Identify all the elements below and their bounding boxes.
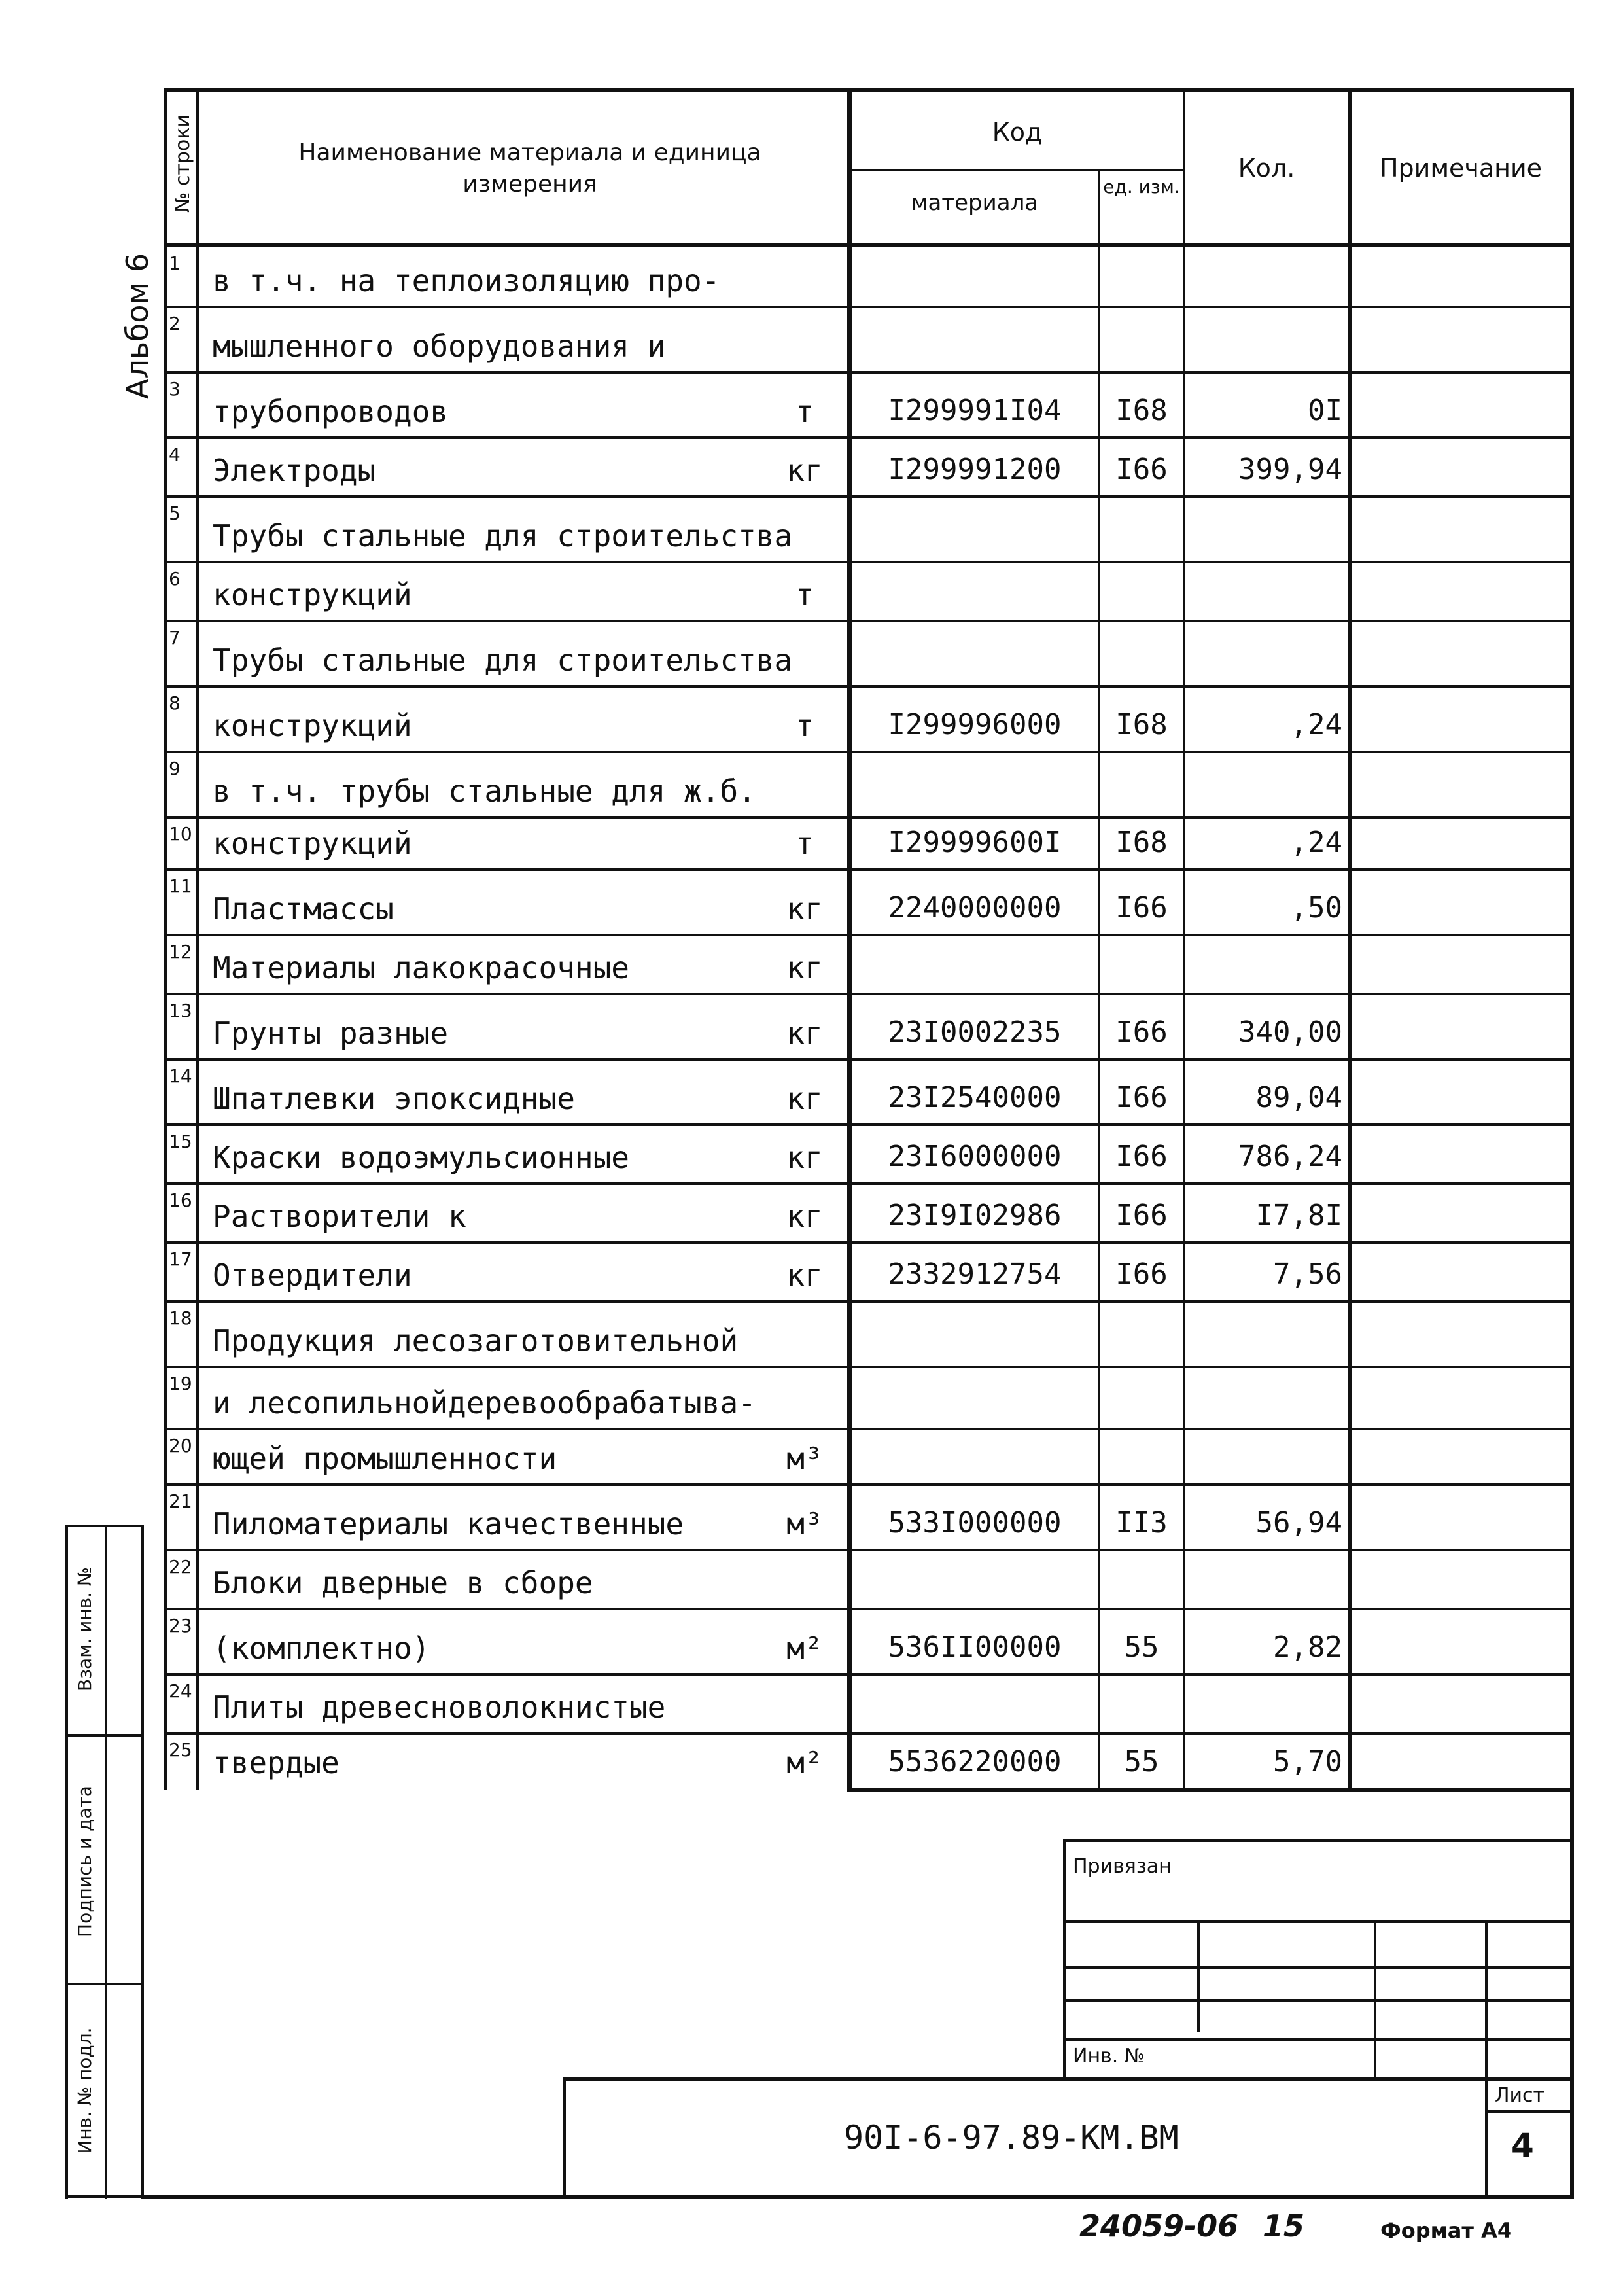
row-unit: кг	[786, 1081, 823, 1116]
row-number: 11	[169, 875, 192, 897]
row-unit-code: I68	[1115, 708, 1168, 741]
header-code: Код	[992, 118, 1043, 147]
row-unit: м³	[786, 1506, 823, 1542]
row-separator	[164, 436, 1574, 439]
row-material-name: трубопроводов	[213, 394, 449, 429]
row-unit: кг	[786, 950, 823, 985]
row-number: 3	[169, 378, 181, 400]
row-separator	[164, 934, 1574, 936]
row-number: 4	[169, 444, 181, 465]
row-unit: м²	[786, 1745, 823, 1780]
row-number: 8	[169, 692, 181, 714]
row-separator	[164, 685, 1574, 688]
row-separator	[164, 816, 1574, 819]
row-separator	[164, 1673, 1574, 1676]
row-unit-code: II3	[1115, 1506, 1168, 1540]
row-material-code: 2240000000	[888, 891, 1062, 925]
row-material-code: 23I6000000	[888, 1140, 1062, 1173]
row-number: 15	[169, 1131, 192, 1152]
row-number: 5	[169, 503, 181, 524]
row-unit: кг	[786, 1258, 823, 1293]
row-quantity: 786,24	[1238, 1140, 1342, 1173]
row-number: 18	[169, 1307, 192, 1329]
row-material-code: I299991I04	[888, 394, 1062, 427]
row-separator	[164, 1366, 1574, 1368]
row-unit-code: I66	[1115, 891, 1168, 925]
row-number: 24	[169, 1680, 192, 1702]
row-unit-code: I66	[1115, 1140, 1168, 1173]
row-material-name: Трубы стальные для строительства	[213, 643, 793, 678]
row-quantity: 56,94	[1255, 1506, 1342, 1540]
row-quantity: 7,56	[1273, 1258, 1342, 1291]
row-material-name: в т.ч. трубы стальные для ж.б.	[213, 773, 756, 809]
header-name-text: Наименование материала и единица измерения	[298, 139, 761, 198]
row-separator	[164, 751, 1574, 753]
row-material-code: I299996000	[888, 708, 1062, 741]
row-number: 10	[169, 823, 192, 845]
row-material-name: Материалы лакокрасочные	[213, 950, 629, 985]
row-quantity: 340,00	[1238, 1016, 1342, 1049]
row-quantity: ,24	[1290, 708, 1342, 741]
strip-inv-podl: Инв. № подл.	[74, 2027, 96, 2154]
row-unit: кг	[786, 891, 823, 927]
row-unit-code: I68	[1115, 826, 1168, 859]
footer-handwritten-sheet: 15	[1263, 2208, 1305, 2244]
row-unit-code: I66	[1115, 1258, 1168, 1291]
row-material-name: Пиломатериалы качественные	[213, 1506, 684, 1542]
album-label: Альбом 6	[120, 253, 155, 399]
row-quantity: 89,04	[1255, 1081, 1342, 1114]
row-material-name: мышленного оборудования и	[213, 328, 666, 364]
row-quantity: ,24	[1290, 826, 1342, 859]
row-number: 12	[169, 941, 192, 963]
row-material-code: 23I2540000	[888, 1081, 1062, 1114]
row-unit: т	[795, 394, 814, 429]
row-material-code: 536II00000	[888, 1631, 1062, 1664]
header-code-material: материала	[911, 190, 1039, 216]
row-unit: т	[795, 826, 814, 861]
row-material-name: Пластмассы	[213, 891, 394, 927]
row-quantity: I7,8I	[1255, 1199, 1342, 1232]
row-number: 16	[169, 1190, 192, 1211]
row-material-name: Трубы стальные для строительства	[213, 518, 793, 554]
row-number: 13	[169, 1000, 192, 1021]
document-code: 90I-6-97.89-КМ.ВМ	[844, 2119, 1179, 2157]
row-separator	[164, 1608, 1574, 1610]
row-unit: кг	[786, 1140, 823, 1175]
row-number: 2	[169, 313, 181, 334]
sheet-label: Лист	[1495, 2084, 1545, 2107]
row-unit-code: I66	[1115, 1199, 1168, 1232]
row-unit-code: I66	[1115, 1081, 1168, 1114]
row-separator	[164, 1549, 1574, 1551]
row-material-code: 5536220000	[888, 1745, 1062, 1778]
row-quantity: 399,94	[1238, 453, 1342, 486]
header-code-unit: ед. изм.	[1103, 176, 1180, 198]
row-separator	[164, 1732, 1574, 1735]
row-separator	[164, 561, 1574, 563]
row-material-code: 23I0002235	[888, 1016, 1062, 1049]
row-separator	[164, 1483, 1574, 1486]
header-row-number: № строки	[171, 115, 194, 213]
row-number: 19	[169, 1373, 192, 1394]
footer-handwritten-number: 24059-06	[1079, 2208, 1239, 2244]
row-material-name: Блоки дверные в сборе	[213, 1565, 593, 1600]
row-material-name: ющей промышленности	[213, 1441, 557, 1476]
row-material-name: Шпатлевки эпоксидные	[213, 1081, 575, 1116]
row-unit: т	[795, 577, 814, 612]
row-unit-code: 55	[1124, 1631, 1159, 1664]
row-unit: м²	[786, 1631, 823, 1666]
row-separator	[164, 1058, 1574, 1061]
row-number: 6	[169, 568, 181, 590]
row-material-name: конструкций	[213, 577, 412, 612]
row-material-name: конструкций	[213, 708, 412, 743]
row-separator	[164, 868, 1574, 871]
strip-vzam: Взам. инв. №	[74, 1566, 96, 1692]
row-material-name: Отвердители	[213, 1258, 412, 1293]
footer-format: Формат A4	[1380, 2218, 1512, 2243]
row-separator	[164, 306, 1574, 308]
row-material-code: 533I000000	[888, 1506, 1062, 1540]
row-number: 22	[169, 1556, 192, 1578]
strip-podpis: Подпись и дата	[74, 1786, 96, 1937]
header-name	[275, 137, 785, 200]
row-number: 14	[169, 1065, 192, 1087]
header-qty: Кол.	[1238, 154, 1295, 183]
row-unit-code: 55	[1124, 1745, 1159, 1778]
row-number: 1	[169, 253, 181, 274]
row-number: 23	[169, 1615, 192, 1636]
row-material-code: I29999600I	[888, 826, 1062, 859]
row-material-name: Растворители к	[213, 1199, 466, 1234]
row-separator	[164, 1182, 1574, 1185]
row-separator	[164, 495, 1574, 498]
row-quantity: 2,82	[1273, 1631, 1342, 1664]
row-number: 17	[169, 1248, 192, 1270]
row-number: 9	[169, 758, 181, 779]
row-unit: м³	[786, 1441, 823, 1476]
row-unit-code: I66	[1115, 1016, 1168, 1049]
row-unit-code: I68	[1115, 394, 1168, 427]
row-separator	[164, 1123, 1574, 1126]
row-separator	[164, 993, 1574, 995]
header-note: Примечание	[1379, 154, 1543, 183]
row-material-name: Электроды	[213, 453, 376, 488]
privyazan-label: Привязан	[1073, 1855, 1172, 1878]
row-unit: кг	[786, 1016, 823, 1051]
row-unit-code: I66	[1115, 453, 1168, 486]
row-separator	[164, 1428, 1574, 1430]
row-quantity: 0I	[1308, 394, 1342, 427]
row-material-name: Грунты разные	[213, 1016, 449, 1051]
row-quantity: ,50	[1290, 891, 1342, 925]
row-material-name: Продукция лесозаготовительной	[213, 1323, 739, 1358]
inv-no-label: Инв. №	[1073, 2045, 1145, 2068]
sheet-number: 4	[1511, 2127, 1534, 2164]
row-unit: кг	[786, 453, 823, 488]
row-material-name: в т.ч. на теплоизоляцию про-	[213, 263, 720, 298]
row-number: 7	[169, 627, 181, 648]
row-separator	[164, 371, 1574, 374]
row-material-name: Плиты древесноволокнистые	[213, 1689, 666, 1725]
row-material-name: (комплектно)	[213, 1631, 430, 1666]
row-quantity: 5,70	[1273, 1745, 1342, 1778]
row-separator	[164, 1241, 1574, 1244]
row-material-name: твердые	[213, 1745, 340, 1780]
row-material-code: 2332912754	[888, 1258, 1062, 1291]
row-number: 20	[169, 1435, 192, 1457]
row-number: 21	[169, 1491, 192, 1512]
row-material-code: 23I9I02986	[888, 1199, 1062, 1232]
row-material-name: и лесопильнойдеревообрабатыва-	[213, 1385, 756, 1421]
row-separator	[164, 620, 1574, 622]
row-unit: т	[795, 708, 814, 743]
row-separator	[164, 1300, 1574, 1303]
row-unit: кг	[786, 1199, 823, 1234]
row-number: 25	[169, 1739, 192, 1761]
row-material-name: Краски водоэмульсионные	[213, 1140, 629, 1175]
row-material-name: конструкций	[213, 826, 412, 861]
row-material-code: I299991200	[888, 453, 1062, 486]
